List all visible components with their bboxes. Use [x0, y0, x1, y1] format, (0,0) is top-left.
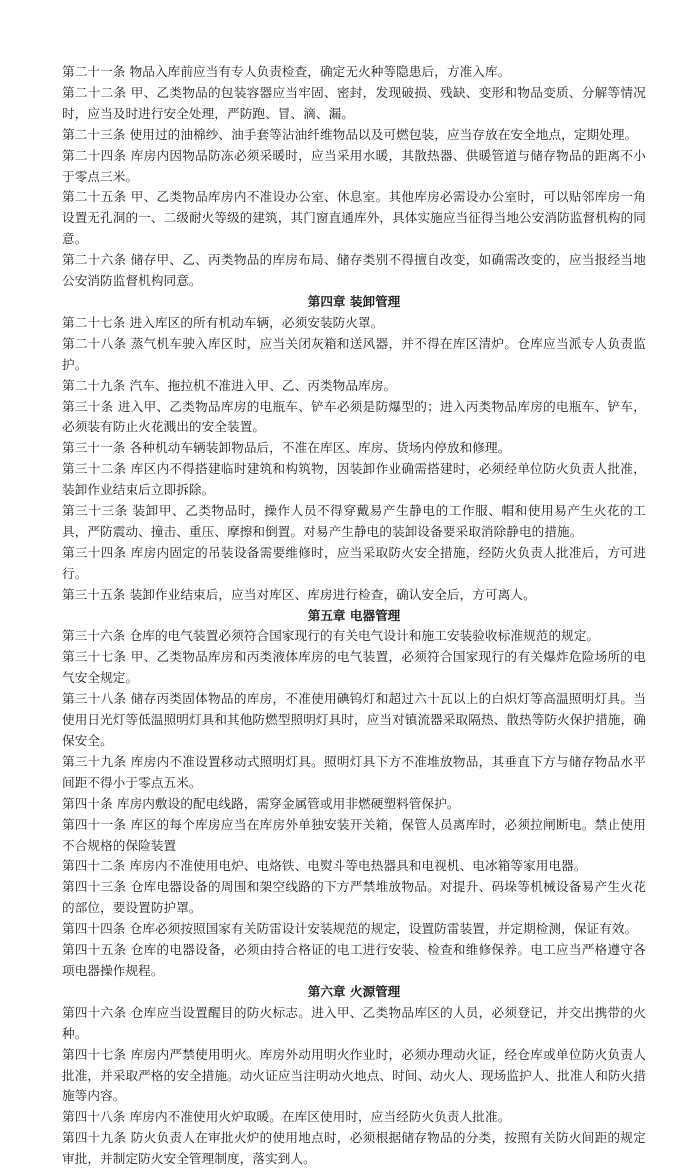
article-25: 第二十五条 甲、乙类物品库房内不准设办公室、休息室。其他库房必需设办公室时，可以贴邻库房一角设置无孔洞的一、二级耐火等级的建筑，其门窗直通库外，具体实施应当征得当地公安消防监督机构的同意。: [62, 189, 646, 247]
article-31: 第三十一条 各种机动车辆装卸物品后，不准在库区、库房、货场内停放和修理。: [62, 440, 511, 456]
article-35: 第三十五条 装卸作业结束后，应当对库区、库房进行检查，确认安全后，方可离人。: [62, 586, 536, 602]
article-47: 第四十七条 库房内严禁使用明火。库房外动用明火作业时，必须办理动火证，经仓库或单位防火负责人批准，并采取严格的安全措施。动火证应当注明动火地点、时间、动火人、现场监护人、批准人和防火措施等内容。: [62, 1046, 646, 1104]
chapter-6-heading: 第六章 火源管理: [307, 983, 401, 999]
article-42: 第四十二条 库房内不准使用电炉、电烙铁、电熨斗等电热器具和电视机、电冰箱等家用电器。: [62, 858, 587, 874]
article-38: 第三十八条 储存丙类固体物品的库房，不准使用碘钨灯和超过六十瓦以上的白炽灯等高温照明灯具。当使用日光灯等低温照明灯具和其他防燃型照明灯具时，应当对镇流器采取隔热、散热等防火保护措施，确保安全。: [62, 691, 646, 748]
article-32: 第三十二条 库区内不得搭建临时建筑和构筑物，因装卸作业确需搭建时，必须经单位防火负责人批准，装卸作业结束后立即拆除。: [62, 461, 646, 498]
article-23: 第二十三条 使用过的油棉纱、油手套等沾油纤维物品以及可燃包装，应当存放在安全地点，定期处理。: [62, 126, 638, 142]
article-28: 第二十八条 蒸气机车驶入库区时，应当关闭灰箱和送风器，并不得在库区清炉。仓库应当派专人负责监护。: [62, 335, 646, 372]
article-48: 第四十八条 库房内不准使用火炉取暖。在库区使用时，应当经防火负责人批准。: [62, 1109, 511, 1125]
article-43: 第四十三条 仓库电器设备的周围和架空线路的下方严禁堆放物品。对提升、码垛等机械设备易产生火花的部位，要设置防护罩。: [62, 879, 646, 916]
article-40: 第四十条 库房内敷设的配电线路，需穿金属管或用非燃硬塑料管保护。: [62, 795, 460, 811]
article-37: 第三十七条 甲、乙类物品库房和丙类液体库房的电气装置，必须符合国家现行的有关爆炸危险场所的电气安全规定。: [62, 649, 646, 686]
article-39: 第三十九条 库房内不准设置移动式照明灯具。照明灯具下方不准堆放物品，其垂直下方与储存物品水平间距不得小于零点五米。: [62, 753, 646, 790]
article-30: 第三十条 进入甲、乙类物品库房的电瓶车、铲车必须是防爆型的；进入丙类物品库房的电瓶车、铲车，必须装有防止火花溅出的安全装置。: [62, 398, 646, 435]
article-33: 第三十三条 装卸甲、乙类物品时，操作人员不得穿戴易产生静电的工作服、帽和使用易产生火花的工具，严防震动、撞击、重压、摩擦和倒置。对易产生静电的装卸设备要采取消除静电的措施。: [62, 503, 646, 539]
article-21: 第二十一条 物品入库前应当有专人负责检查，确定无火种等隐患后，方准入库。: [62, 64, 511, 79]
article-29: 第二十九条 汽车、拖拉机不准进入甲、乙、丙类物品库房。: [62, 377, 397, 393]
article-45: 第四十五条 仓库的电器设备，必须由持合格证的电工进行安装、检查和维修保养。电工应当严格遵守各项电器操作规程。: [62, 942, 646, 978]
chapter-5-heading: 第五章 电器管理: [307, 607, 401, 623]
article-22: 第二十二条 甲、乙类物品的包装容器应当牢固、密封，发现破损、残缺、变形和物品变质、分解等情况时，应当及时进行安全处理，严防跑、冒、滴、漏。: [62, 84, 646, 121]
article-34: 第三十四条 库房内固定的吊装设备需要维修时，应当采取防火安全措施，经防火负责人批准后，方可进行。: [62, 544, 646, 581]
article-46: 第四十六条 仓库应当设置醒目的防火标志。进入甲、乙类物品库区的人员，必须登记，并交出携带的火种。: [62, 1004, 646, 1041]
chapter-4-heading: 第四章 装卸管理: [307, 293, 401, 309]
article-41: 第四十一条 库区的每个库房应当在库房外单独安装开关箱，保管人员离库时，必须拉闸断电。禁止使用不合规格的保险装置: [62, 816, 646, 853]
article-49: 第四十九条 防火负责人在审批火炉的使用地点时，必须根据储存物品的分类，按照有关防火间距的规定审批，并制定防火安全管理制度，落实到人。: [62, 1130, 646, 1167]
article-44: 第四十四条 仓库必须按照国家有关防雷设计安装规范的规定，设置防雷装置，并定期检测，保证有效。: [62, 921, 638, 937]
article-36: 第三十六条 仓库的电气装置必须符合国家现行的有关电气设计和施工安装验收标准规范的规定。: [62, 628, 600, 644]
article-26: 第二十六条 储存甲、乙、丙类物品的库房布局、储存类别不得擅自改变，如确需改变的，应当报经当地公安消防监督机构同意。: [62, 252, 646, 289]
article-27: 第二十七条 进入库区的所有机动车辆，必须安装防火罩。: [62, 314, 384, 330]
article-24: 第二十四条 库房内因物品防冻必须采暖时，应当采用水暖，其散热器、供暖管道与储存物品的距离不小于零点三米。: [62, 147, 646, 184]
